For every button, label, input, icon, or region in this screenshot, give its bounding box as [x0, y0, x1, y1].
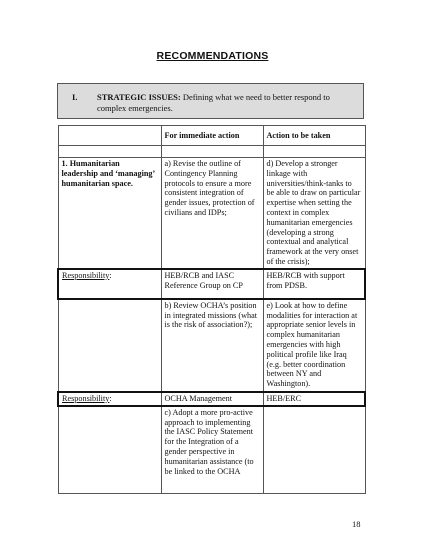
issue-description — [97, 92, 357, 113]
page-heading: RECOMMENDATIONS — [156, 50, 269, 62]
issue-number: I. — [72, 92, 78, 102]
responsibility-immediate: OCHA Management — [161, 392, 263, 406]
responsibility-label-text: Responsibility — [62, 270, 110, 280]
spacer-row — [58, 146, 365, 158]
responsibility-immediate: HEB/RCB and IASC Reference Group on CP — [161, 269, 263, 299]
responsibility-colon: : — [109, 393, 112, 403]
immediate-action-cell: b) Review OCHA’s position in integrated missions (what is the risk of association?); — [161, 299, 263, 392]
responsibility-row — [58, 392, 365, 406]
table-header-row — [58, 126, 365, 146]
recommendations-table — [57, 125, 366, 494]
table-row — [58, 299, 365, 392]
item-label-empty — [58, 406, 161, 494]
action-to-be-taken-cell: d) Develop a stronger linkage with universities/think-tanks to be able to draw on particular expertise when setting the context in complex humanitarian emergencies (developing a strong contextual and analytical framework at the very onset of the crisis); — [263, 158, 365, 269]
responsibility-colon: : — [109, 270, 112, 280]
header-cell-empty — [58, 126, 161, 146]
item-label: 1. Humanitarian leadership and ‘managing’ humanitarian space. — [58, 158, 161, 269]
table-row — [58, 158, 365, 269]
immediate-action-cell: a) Revise the outline of Contingency Planning protocols to ensure a more consistent integration of gender issues, protection of civilians and IDPs; — [161, 158, 263, 269]
immediate-action-cell: c) Adopt a more pro-active approach to implementing the IASC Policy Statement for the Integration of a gender perspective in humanitarian assistance (to be linked to the OCHA — [161, 406, 263, 494]
responsibility-action: HEB/RCB with support from PDSB. — [263, 269, 365, 299]
responsibility-label-text: Responsibility — [62, 393, 110, 403]
item-label-empty — [58, 299, 161, 392]
action-to-be-taken-cell-empty — [263, 406, 365, 494]
header-immediate-action: For immediate action — [161, 126, 263, 146]
strategic-issues-box — [57, 83, 364, 119]
action-to-be-taken-cell: e) Look at how to define modalities for interaction at appropriate senior levels in complex humanitarian emergencies with high political profile like Iraq (e.g. better coordination between NY and Washington). — [263, 299, 365, 392]
table-row — [58, 406, 365, 494]
header-action-to-be-taken: Action to be taken — [263, 126, 365, 146]
issue-text: Defining what we need to better respond to complex emergencies. — [97, 92, 330, 113]
page-number: 18 — [352, 519, 361, 529]
responsibility-label — [58, 392, 161, 406]
responsibility-label — [58, 269, 161, 299]
responsibility-row — [58, 269, 365, 299]
responsibility-action: HEB/ERC — [263, 392, 365, 406]
issue-title: STRATEGIC ISSUES: — [97, 92, 181, 102]
